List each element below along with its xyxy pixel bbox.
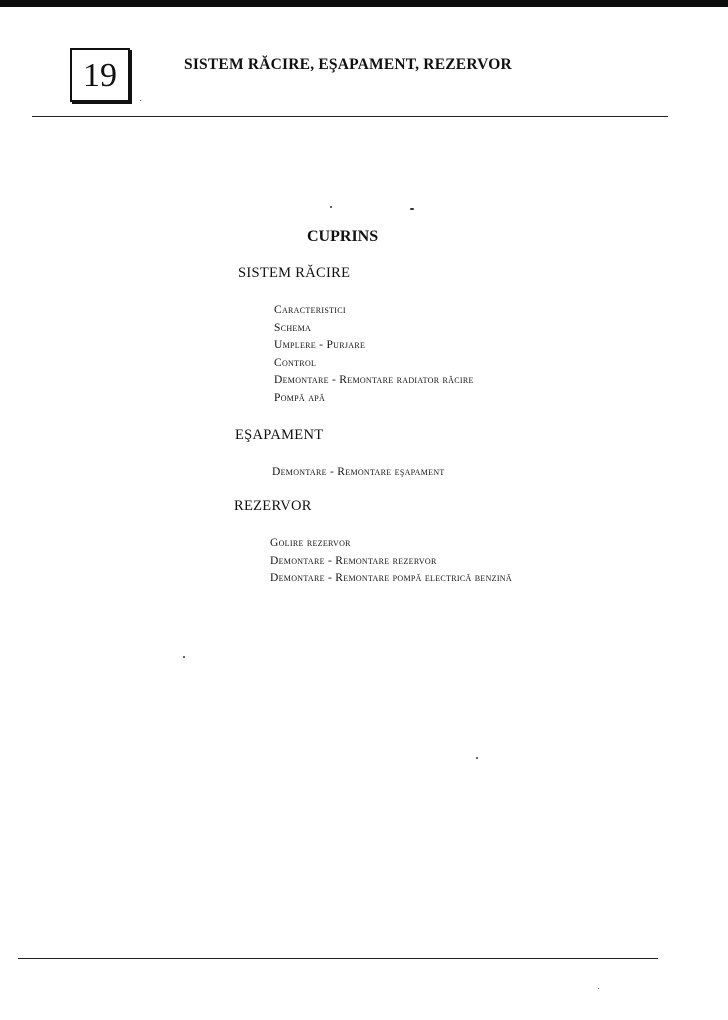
chapter-number: 19 (83, 57, 117, 94)
scan-speck (140, 100, 141, 101)
section-items-rezervor (270, 535, 512, 588)
toc-item: Umplere - Purjare (274, 339, 366, 351)
page-title: SISTEM RĂCIRE, EŞAPAMENT, REZERVOR (184, 56, 512, 73)
header-divider (32, 116, 668, 117)
toc-item: Demontare - Remontare pompă electrică benzină (270, 572, 512, 584)
section-heading-esapament: EŞAPAMENT (235, 427, 324, 443)
toc-item: Demontare - Remontare radiator răcire (274, 374, 474, 386)
toc-item: Pompă apă (274, 391, 326, 404)
section-heading-sistem-racire: SISTEM RĂCIRE (238, 265, 351, 281)
toc-item: Caracteristici (274, 304, 346, 316)
toc-item: Demontare - Remontare eşapament (272, 466, 445, 478)
scan-speck (330, 206, 332, 208)
section-heading-rezervor: REZERVOR (234, 498, 312, 514)
scan-speck (183, 656, 185, 658)
section-items-esapament (272, 464, 445, 482)
toc-item: Schema (274, 321, 312, 334)
footer-divider (18, 958, 658, 959)
toc-item: Demontare - Remontare rezervor (270, 554, 437, 567)
toc-item: Control (274, 356, 317, 369)
scan-speck (598, 988, 599, 989)
scan-speck (410, 208, 414, 210)
section-items-sistem-racire (274, 302, 474, 407)
scan-top-edge (0, 0, 728, 7)
chapter-number-box (70, 48, 130, 102)
scan-speck (476, 757, 478, 759)
toc-title: CUPRINS (307, 228, 379, 245)
toc-item: Golire rezervor (270, 537, 351, 549)
